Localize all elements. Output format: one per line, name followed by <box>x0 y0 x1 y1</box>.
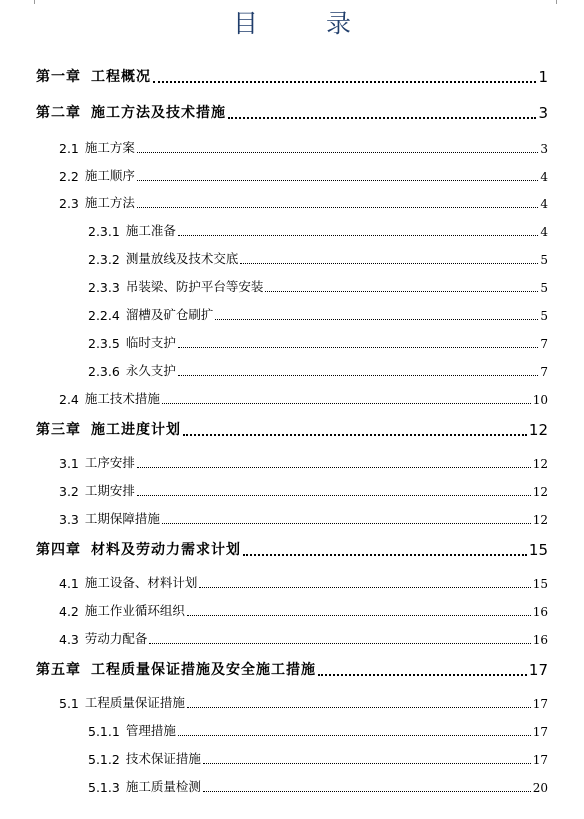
toc-section-entry[interactable] <box>59 629 548 647</box>
toc-page-number: 5 <box>540 281 548 295</box>
toc-page-number: 5 <box>540 309 548 323</box>
toc-subsection-entry[interactable] <box>88 361 548 379</box>
toc-entry-number: 第五章 <box>36 662 81 678</box>
toc-section-entry[interactable] <box>59 389 548 407</box>
toc-section-entry[interactable] <box>59 509 548 527</box>
toc-entry-label: 施工方案 <box>84 140 135 155</box>
toc-page-number: 17 <box>532 697 548 711</box>
toc-chapter-entry[interactable] <box>36 102 548 122</box>
toc-dot-leader <box>318 674 527 676</box>
toc-section-entry[interactable] <box>59 481 548 499</box>
toc-chapter-entry[interactable] <box>36 66 548 86</box>
toc-page-number: 15 <box>528 541 548 559</box>
toc-chapter-entry[interactable] <box>36 419 548 439</box>
toc-dot-leader <box>162 403 531 404</box>
toc-entry-number: 4.3 <box>59 632 79 647</box>
toc-section-entry[interactable] <box>59 573 548 591</box>
toc-entry-label: 吊装梁、防护平台等安装 <box>125 279 264 294</box>
toc-page-number: 1 <box>538 68 548 86</box>
toc-section-entry[interactable] <box>59 453 548 471</box>
toc-page-number: 17 <box>528 661 548 679</box>
toc-entry-number: 5.1.1 <box>88 724 120 739</box>
toc-dot-leader <box>203 763 531 764</box>
toc-dot-leader <box>178 735 531 736</box>
toc-entry-label: 施工进度计划 <box>91 422 181 438</box>
toc-entry-number: 第一章 <box>36 69 81 85</box>
toc-section-entry[interactable] <box>59 693 548 711</box>
toc-page-number: 3 <box>538 104 548 122</box>
toc-entry-label: 工程概况 <box>91 69 151 85</box>
toc-entry-label: 施工方法及技术措施 <box>91 105 226 121</box>
toc-dot-leader <box>203 791 531 792</box>
toc-title: 目 录 <box>233 9 381 38</box>
toc-entry-label: 溜槽及矿仓刷扩 <box>125 307 214 322</box>
toc-dot-leader <box>178 347 539 348</box>
toc-page-number: 5 <box>540 253 548 267</box>
toc-dot-leader <box>243 554 527 556</box>
toc-entry-label: 施工方法 <box>84 195 135 210</box>
toc-dot-leader <box>215 319 538 320</box>
toc-entry-label: 工程质量保证措施及安全施工措施 <box>91 662 316 678</box>
toc-page-number: 4 <box>540 170 548 184</box>
toc-entry-label: 临时支护 <box>125 335 176 350</box>
toc-page-number: 4 <box>540 225 548 239</box>
toc-page-number: 7 <box>540 365 548 379</box>
toc-entry-number: 3.1 <box>59 456 79 471</box>
toc-entry-number: 2.1 <box>59 141 79 156</box>
toc-entry-number: 2.3.3 <box>88 280 120 295</box>
toc-section-entry[interactable] <box>59 193 548 211</box>
toc-entry-number: 4.2 <box>59 604 79 619</box>
toc-subsection-entry[interactable] <box>88 721 548 739</box>
toc-entry-label: 永久支护 <box>125 363 176 378</box>
toc-entry-number: 4.1 <box>59 576 79 591</box>
toc-page-number: 4 <box>540 197 548 211</box>
toc-entry-number: 5.1 <box>59 696 79 711</box>
toc-page-number: 17 <box>532 753 548 767</box>
toc-entry-label: 施工准备 <box>125 223 176 238</box>
toc-entry-label: 工期安排 <box>84 483 135 498</box>
toc-dot-leader <box>187 615 531 616</box>
toc-entry-number: 2.3.5 <box>88 336 120 351</box>
toc-dot-leader <box>137 152 538 153</box>
toc-subsection-entry[interactable] <box>88 249 548 267</box>
toc-chapter-entry[interactable] <box>36 539 548 559</box>
toc-entry-number: 3.2 <box>59 484 79 499</box>
toc-dot-leader <box>265 291 538 292</box>
toc-entry-label: 材料及劳动力需求计划 <box>91 542 241 558</box>
toc-dot-leader <box>137 495 531 496</box>
toc-dot-leader <box>199 587 530 588</box>
toc-dot-leader <box>228 117 536 119</box>
toc-section-entry[interactable] <box>59 601 548 619</box>
toc-page-number: 12 <box>528 421 548 439</box>
toc-entry-number: 2.3 <box>59 196 79 211</box>
toc-subsection-entry[interactable] <box>88 333 548 351</box>
toc-page-number: 12 <box>532 513 548 527</box>
toc-entry-number: 2.2 <box>59 169 79 184</box>
toc-subsection-entry[interactable] <box>88 221 548 239</box>
toc-page-number: 16 <box>532 605 548 619</box>
toc-dot-leader <box>178 375 539 376</box>
toc-dot-leader <box>183 434 527 436</box>
toc-page-number: 3 <box>540 142 548 156</box>
toc-entry-label: 工序安排 <box>84 455 135 470</box>
toc-entry-number: 第三章 <box>36 422 81 438</box>
toc-page-number: 10 <box>532 393 548 407</box>
toc-entry-label: 管理措施 <box>125 723 176 738</box>
toc-page-number: 16 <box>532 633 548 647</box>
toc-subsection-entry[interactable] <box>88 749 548 767</box>
toc-entry-number: 2.2.4 <box>88 308 120 323</box>
toc-dot-leader <box>162 523 531 524</box>
toc-subsection-entry[interactable] <box>88 777 548 795</box>
toc-dot-leader <box>137 180 538 181</box>
toc-dot-leader <box>149 643 530 644</box>
toc-entry-label: 施工技术措施 <box>84 391 160 406</box>
toc-page-number: 12 <box>532 485 548 499</box>
toc-entry-label: 测量放线及技术交底 <box>125 251 239 266</box>
toc-entry-label: 施工设备、材料计划 <box>84 575 198 590</box>
toc-dot-leader <box>137 207 538 208</box>
toc-page-number: 17 <box>532 725 548 739</box>
toc-dot-leader <box>240 263 538 264</box>
toc-entry-number: 第四章 <box>36 542 81 558</box>
toc-entry-label: 施工作业循环组织 <box>84 603 185 618</box>
toc-subsection-entry[interactable] <box>88 277 548 295</box>
toc-entry-number: 第二章 <box>36 105 81 121</box>
toc-page-number: 15 <box>532 577 548 591</box>
toc-subsection-entry[interactable] <box>88 305 548 323</box>
toc-dot-leader <box>153 81 536 83</box>
toc-entry-label: 施工质量检测 <box>125 779 201 794</box>
toc-dot-leader <box>187 707 531 708</box>
toc-entry-number: 3.3 <box>59 512 79 527</box>
toc-section-entry[interactable] <box>59 166 548 184</box>
toc-entry-label: 施工顺序 <box>84 168 135 183</box>
toc-entry-label: 工程质量保证措施 <box>84 695 185 710</box>
toc-page-number: 7 <box>540 337 548 351</box>
toc-entry-number: 5.1.3 <box>88 780 120 795</box>
toc-dot-leader <box>178 235 539 236</box>
toc-entry-number: 2.4 <box>59 392 79 407</box>
toc-entry-label: 劳动力配备 <box>84 631 148 646</box>
toc-page-number: 12 <box>532 457 548 471</box>
toc-entry-label: 工期保障措施 <box>84 511 160 526</box>
toc-section-entry[interactable] <box>59 138 548 156</box>
toc-dot-leader <box>137 467 531 468</box>
toc-entry-number: 2.3.2 <box>88 252 120 267</box>
toc-entry-number: 2.3.1 <box>88 224 120 239</box>
toc-entry-number: 2.3.6 <box>88 364 120 379</box>
toc-entry-number: 5.1.2 <box>88 752 120 767</box>
toc-entry-label: 技术保证措施 <box>125 751 201 766</box>
toc-chapter-entry[interactable] <box>36 659 548 679</box>
toc-page-number: 20 <box>532 781 548 795</box>
